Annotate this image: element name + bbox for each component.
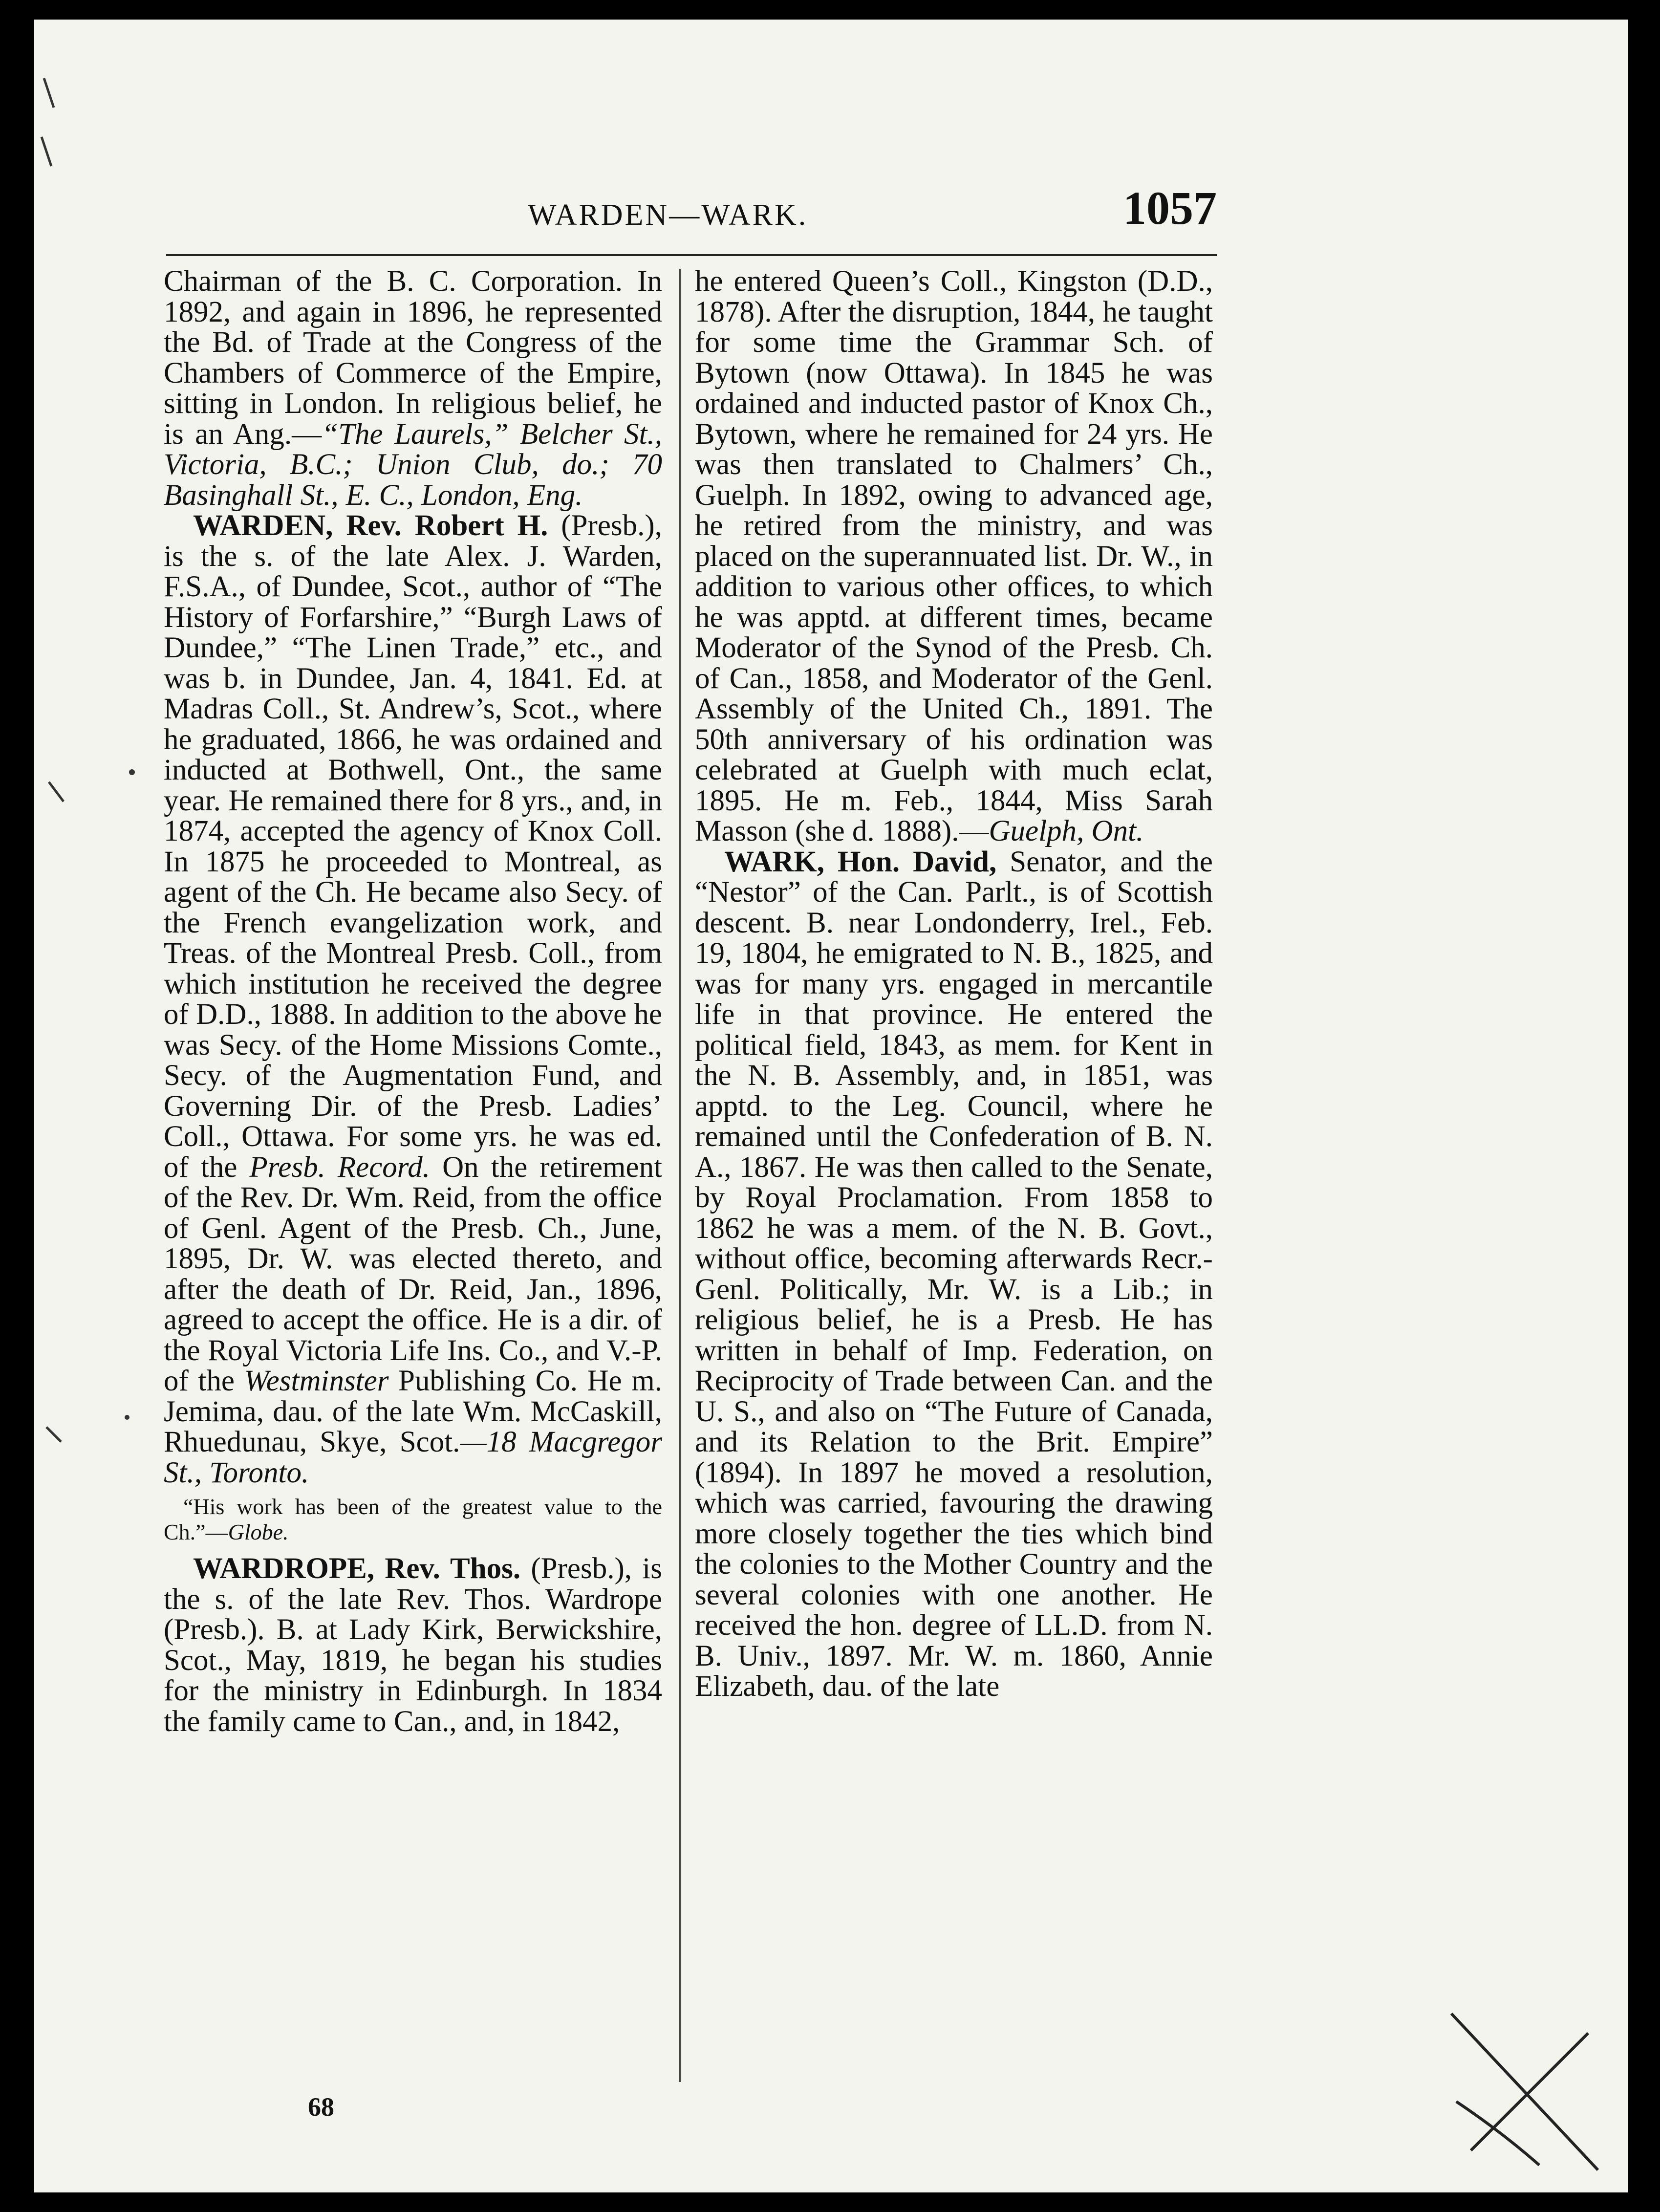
entry-text-warden: (Presb.), is the s. of the late Alex. J. Warden, F.S.A., of Dundee, Scot., author of “The History of Forfarshire,” “Burgh Laws of Dundee,” “The Linen Trade,” etc., and was b. in Dundee, Jan. 4, 1841. Ed. at Madras Coll., St. Andrew’s, Scot., where he graduated, 1866, he was ordained and inducted at Bothwell, Ont., the same year. He remained there for 8 yrs., and, in 1874, accepted the agency of Knox Coll. In 1875 he proceeded to Montreal, as agent of the Ch. He became also Secy. of the French evangelization work, and Treas. of the Montreal Presb. Coll., from which institution he received the degree of D.D., 1888. In addition to the above he was Secy. of the Home Missions Comte., Secy. of the Augmentation Fund, and Governing Dir. of the Presb. Ladies’ Coll., Ottawa. For some yrs. he was ed. of the — [164, 509, 662, 1184]
entry-address-warden: —18 Macgregor St., Toronto. — [164, 1426, 662, 1489]
entry-text-wardrope-continued: he entered Queen’s Coll., Kingston (D.D., 1878). After the disruption, 1844, he taught for some time the Grammar Sch. of Bytown (now Ottawa). In 1845 he was ordained and inducted pastor of Knox Ch., Bytown, where he remained for 24 yrs. He was then translated to Chalmers’ Ch., Guelph. In 1892, owing to advanced age, he retired from the ministry, and was placed on the superannuated list. Dr. W., in addition to various other offices, to which he was apptd. at different times, became Moderator of the Synod of the Presb. Ch. of Can., 1858, and Moderator of the Genl. Assembly of the United Ch., 1891. The 50th anniversary of his ordination was celebrated at Guelph with much eclat, 1895. He m. Feb., 1844, Miss Sarah Masson (she d. 1888).— — [695, 265, 1213, 847]
entry-text-wardrope: (Presb.), is the s. of the late Rev. Thos. Wardrope (Presb.). B. at Lady Kirk, Berwickshire, Scot., May, 1819, he began his studies for the ministry in Edinburgh. In 1834 the family came to Can., and, in 1842, — [164, 1552, 662, 1738]
running-head: WARDEN—WARK. — [528, 198, 808, 232]
press-quote — [164, 1494, 662, 1545]
entry-wardrope-continued — [695, 266, 1213, 847]
entry-address-wardrope: Guelph, Ont. — [989, 815, 1144, 847]
header-rule — [166, 254, 1217, 256]
continuation-address: “The Laurels,” Belcher St., Victoria, B.C.; Union Club, do.; 70 Basinghall St., E. C., London, Eng. — [164, 417, 662, 512]
quote-text: “His work has been of the greatest value to the Ch.”— — [164, 1494, 662, 1544]
continuation-text: Chairman of the B. C. Corporation. In 1892, and again in 1896, he represented the Bd. of Trade at the Congress of the Chambers of Commerce of the Empire, sitting in London. In religious belief, he is an Ang.— — [164, 265, 662, 451]
entry-heading-wark: WARK, Hon. David, — [724, 845, 997, 878]
quote-source: Globe. — [228, 1519, 289, 1544]
signature-mark: 68 — [308, 2092, 334, 2122]
entry-wardrope — [164, 1554, 662, 1737]
entry-text-warden-2: On the retirement of the Rev. Dr. Wm. Reid, from the office of Genl. Agent of the Presb. Ch., June, 1895, Dr. W. was elected thereto, and after the death of Dr. Reid, Jan., 1896, agreed to accept the office. He is a dir. of the Royal Victoria Life Ins. Co., and V.-P. of the — [164, 1150, 663, 1397]
entry-heading-wardrope: WARDROPE, Rev. Thos. — [193, 1552, 521, 1585]
page-header — [166, 181, 1217, 244]
entry-text-warden-3: Publishing Co. He m. Jemima, dau. of the late Wm. McCaskill, Rhuedunau, Skye, Scot. — [164, 1365, 662, 1458]
entry-heading-warden: WARDEN, Rev. Robert H. — [193, 509, 548, 542]
scan-edge-marks — [34, 20, 161, 2192]
entry-warden — [164, 511, 662, 1488]
publication-title: Presb. Record. — [249, 1150, 431, 1184]
page-number: 1057 — [1123, 182, 1217, 234]
scanned-page — [34, 20, 1628, 2192]
entry-continuation — [164, 266, 662, 511]
column-divider — [679, 269, 681, 2082]
entry-wark — [695, 847, 1213, 1702]
right-column — [695, 266, 1213, 1702]
entry-text-wark: Senator, and the “Nestor” of the Can. Parlt., is of Scottish descent. B. near Londonderry, Irel., Feb. 19, 1804, he emigrated to N. B., 1825, and was for many yrs. engaged in mercantile life in that province. He entered the political field, 1843, as mem. for Kent in the N. B. Assembly, and, in 1851, was apptd. to the Leg. Council, where he remained until the Confederation of B. N. A., 1867. He was then called to the Senate, by Royal Proclamation. From 1858 to 1862 he was a mem. of the N. B. Govt., without office, becoming afterwards Recr.-Genl. Politically, Mr. W. is a Lib.; in religious belief, he is a Presb. He has written in behalf of Imp. Federation, on Reciprocity of Trade between Can. and the U. S., and also on “The Future of Canada, and its Relation to the Brit. Empire” (1894). In 1897 he moved a resolution, which was carried, favouring the drawing more closely together the ties which bind the colonies to the Mother Country and the several colonies with one another. He received the hon. degree of LL.D. from N. B. Univ., 1897. Mr. W. m. 1860, Annie Elizabeth, dau. of the late — [695, 845, 1213, 1703]
left-column — [164, 266, 662, 1737]
scan-corner-mark — [1442, 2004, 1608, 2180]
publication-title-2: Westminster — [244, 1365, 389, 1397]
